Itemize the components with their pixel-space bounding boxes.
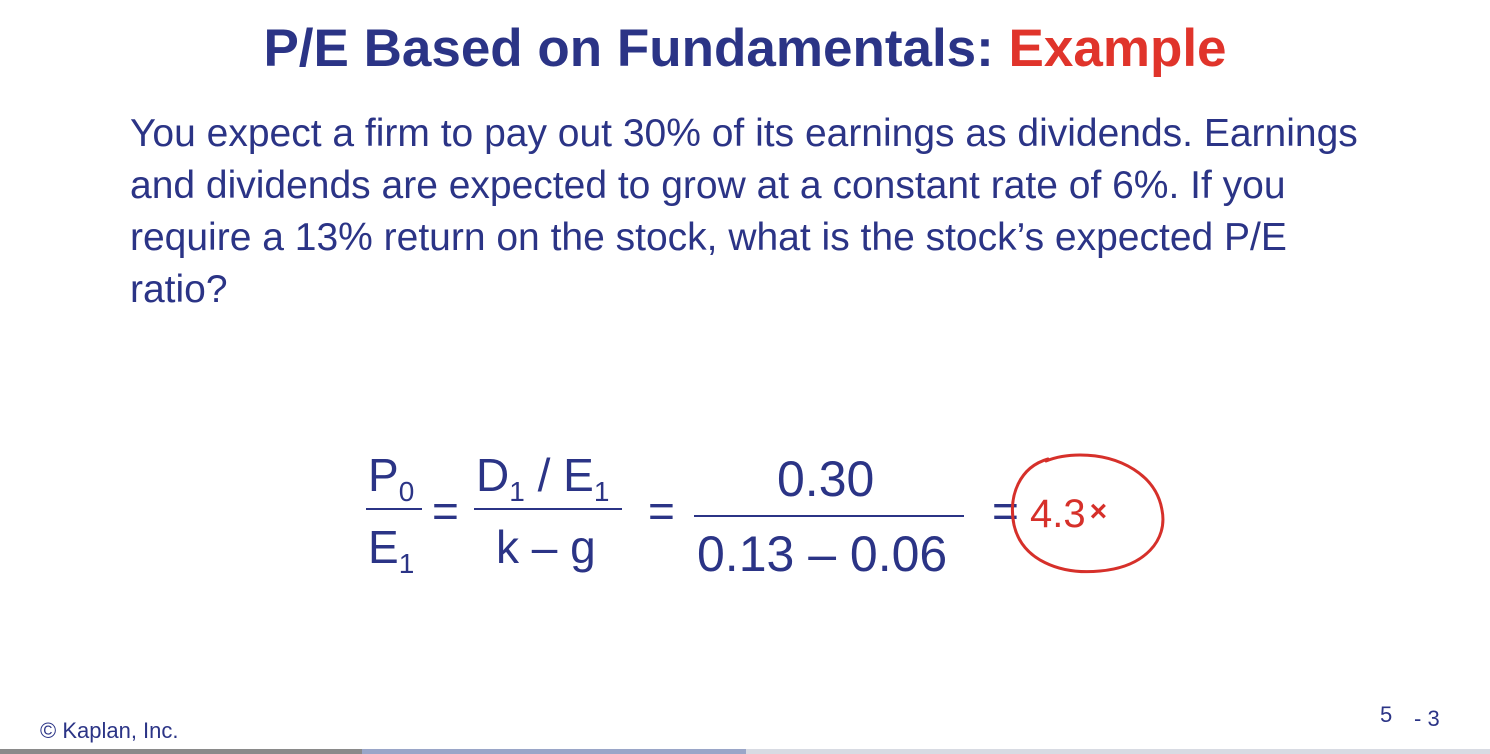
- formula-lhs-bar: [366, 508, 422, 510]
- formula-equals-2: =: [648, 485, 675, 537]
- progress-bar-segment-3: [746, 749, 1490, 754]
- formula-lhs-numerator: $P_0$: [368, 449, 415, 507]
- title-accent: Example: [1008, 19, 1227, 78]
- formula-numerator-value: 0.30: [777, 451, 875, 507]
- answer-value: 4.3: [1030, 492, 1086, 536]
- copyright-footer: © Kaplan, Inc.: [40, 718, 179, 743]
- question-text: You expect a firm to pay out 30% of its earnings as dividends. Earnings and dividends are expected to grow at a constant rate of 6%. If you require a 13% return on the stock, what is the stock’s expected P/E ratio?: [130, 112, 1358, 311]
- progress-bar: [0, 749, 1490, 754]
- formula-mid-numerator: $D_1 / E_1$: [476, 449, 610, 507]
- formula-mid-denominator: k – g: [496, 521, 596, 573]
- chapter-number: 5: [1380, 702, 1393, 727]
- title-main: P/E Based on Fundamentals:: [263, 19, 994, 78]
- formula-denominator-value: 0.13 – 0.06: [697, 526, 948, 582]
- formula-equals-1: =: [432, 485, 459, 537]
- slide-title: [0, 18, 1490, 79]
- page-number: - 3: [1414, 706, 1440, 731]
- formula-mid-bar: [474, 508, 622, 510]
- formula-lhs-denominator: $E_1$: [368, 521, 415, 579]
- answer-suffix: ×: [1089, 495, 1108, 528]
- formula-value-bar: [694, 515, 964, 517]
- progress-bar-segment-1: [0, 749, 362, 754]
- formula-answer: [1030, 492, 1107, 537]
- formula-equals-3: =: [992, 485, 1019, 537]
- progress-bar-segment-2: [362, 749, 746, 754]
